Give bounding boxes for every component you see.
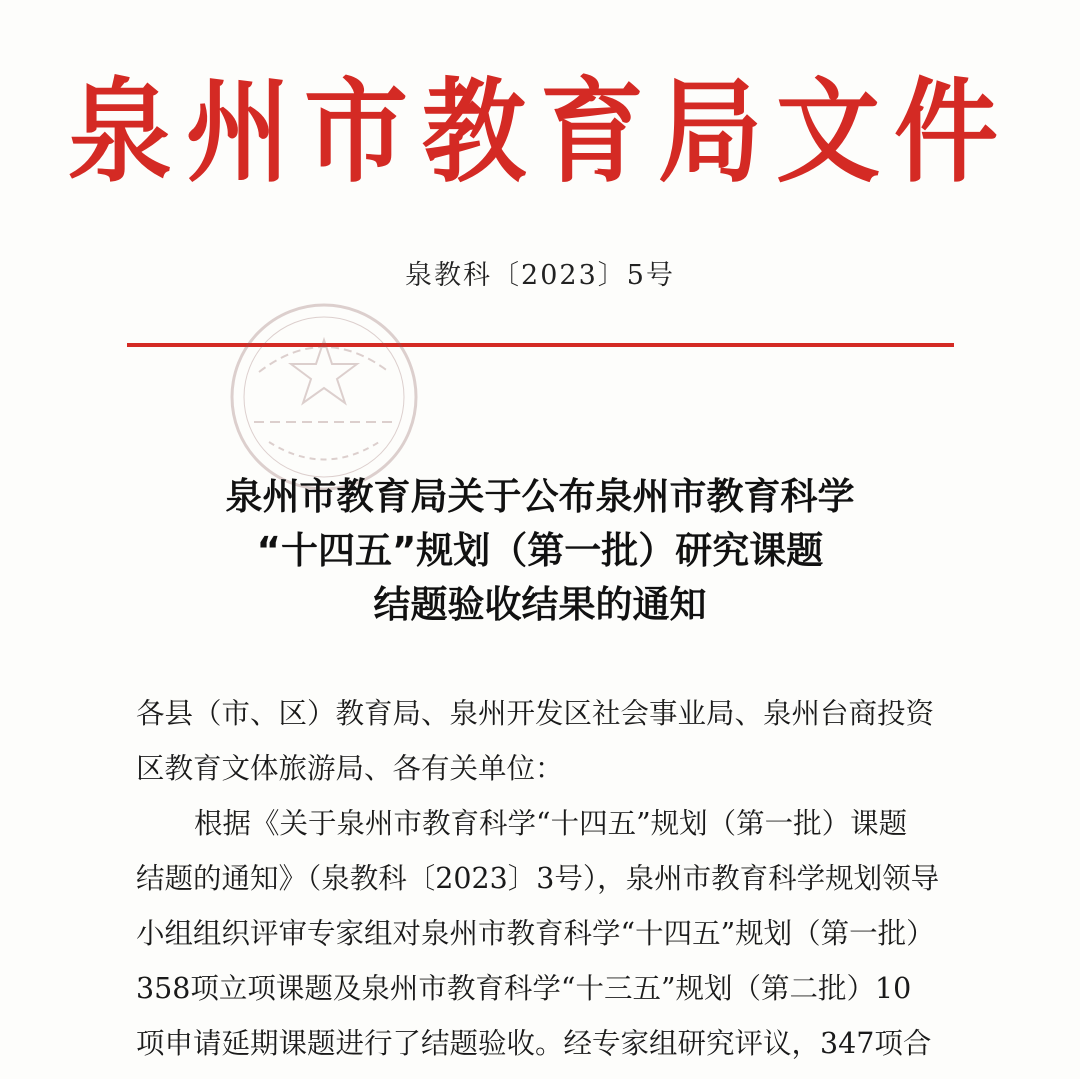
notice-title-line: 结题验收结果的通知 [373, 583, 707, 626]
paragraph-line: 结题的通知》（泉教科〔2023〕3号），泉州市教育科学规划领导 [136, 862, 940, 895]
official-seal-stamp [214, 302, 434, 492]
notice-title-line: 泉州市教育局关于公布泉州市教育科学 [225, 475, 855, 518]
document-number: 泉教科〔2023〕5号 [405, 260, 675, 291]
paragraph-line: 358项立项课题及泉州市教育科学“十三五”规划（第二批）10 [136, 972, 912, 1005]
paragraph-line: 项申请延期课题进行了结题验收。经专家组研究评议，347项合 [136, 1027, 932, 1060]
paragraph-line: 小组组织评审专家组对泉州市教育科学“十四五”规划（第一批） [136, 917, 935, 950]
salutation-line: 区教育文体旅游局、各有关单位： [136, 752, 564, 785]
document-masthead: 泉州市教育局文件 [67, 65, 1012, 198]
notice-title-line: “十四五”规划（第一批）研究课题 [256, 529, 824, 572]
notice-title [0, 470, 1080, 632]
paragraph-line: 根据《关于泉州市教育科学“十四五”规划（第一批）课题 [194, 807, 908, 840]
salutation-line: 各县（市、区）教育局、泉州开发区社会事业局、泉州台商投资 [136, 697, 935, 730]
notice-body [136, 686, 978, 1071]
